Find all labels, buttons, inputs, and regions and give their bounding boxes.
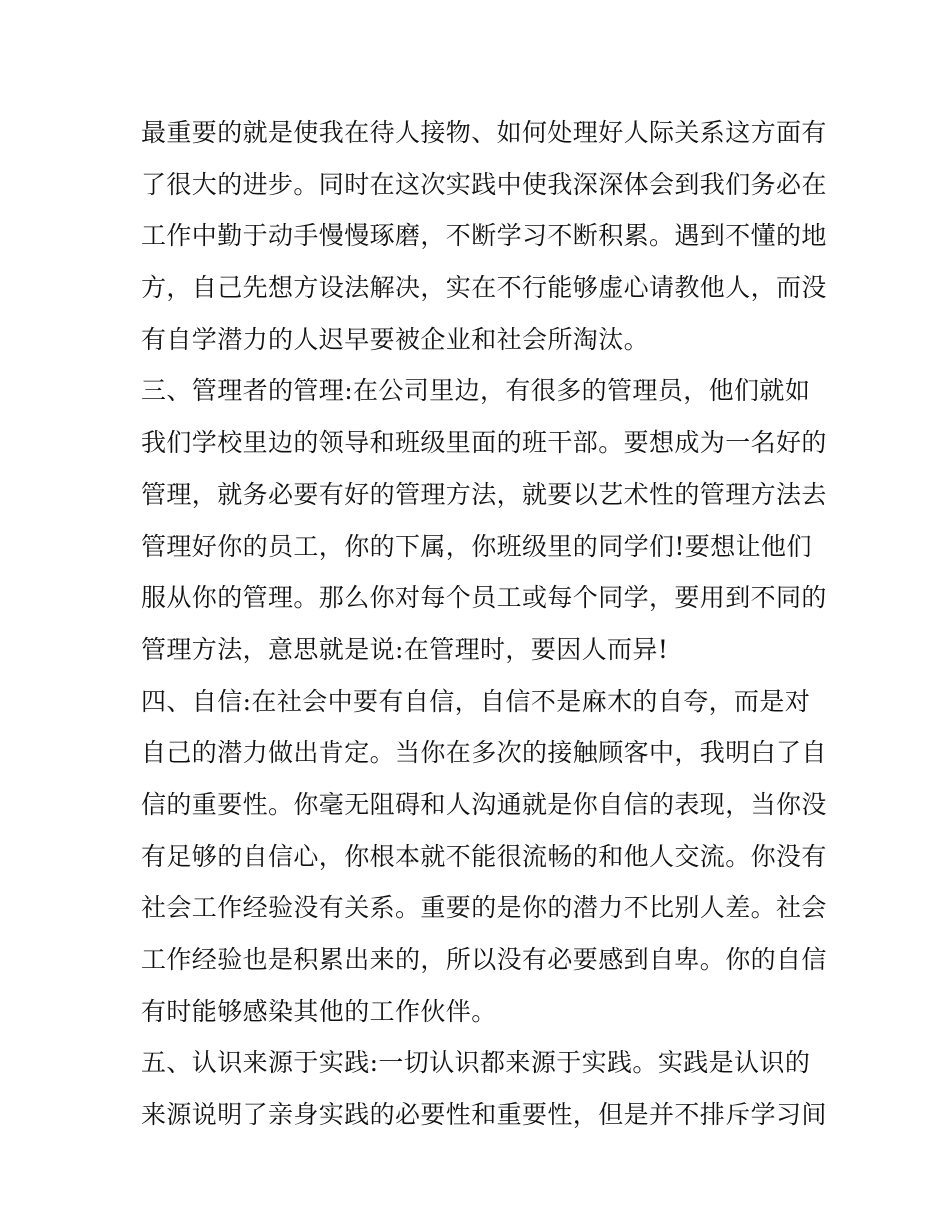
text-line: 工作经验也是积累出来的，所以没有必要感到自卑。你的自信	[141, 945, 827, 974]
text-line: 方，自己先想方设法解决，实在不行能够虚心请教他人，而没	[141, 273, 827, 303]
text-line: 我们学校里边的领导和班级里面的班干部。要想成为一名好的	[141, 428, 827, 458]
text-line: 管理方法，意思就是说:在管理时，要因人而异!	[141, 634, 669, 664]
section-heading-line: 三、管理者的管理:在公司里边，有很多的管理员，他们就如	[141, 376, 811, 406]
text-line: 管理好你的员工，你的下属，你班级里的同学们!要想让他们	[141, 531, 812, 561]
section-heading-line: 五、认识来源于实践:一切认识都来源于实践。实践是认识的	[141, 1048, 811, 1078]
text-line: 有足够的自信心，你根本就不能很流畅的和他人交流。你没有	[141, 841, 827, 871]
document-body	[141, 107, 827, 1141]
text-line: 工作中勤于动手慢慢琢磨，不断学习不断积累。遇到不懂的地	[141, 221, 827, 251]
text-line: 有自学潜力的人迟早要被企业和社会所淘汰。	[141, 324, 650, 354]
text-line: 自己的潜力做出肯定。当你在多次的接触顾客中，我明白了自	[141, 738, 827, 768]
text-line: 服从你的管理。那么你对每个员工或每个同学，要用到不同的	[141, 583, 827, 613]
text-line: 了很大的进步。同时在这次实践中使我深深体会到我们务必在	[141, 169, 827, 199]
section-heading-line: 四、自信:在社会中要有自信，自信不是麻木的自夸，而是对	[141, 686, 811, 716]
text-line: 有时能够感染其他的工作伙伴。	[141, 996, 497, 1026]
text-line: 来源说明了亲身实践的必要性和重要性，但是并不排斥学习间	[141, 1100, 827, 1130]
text-line: 管理，就务必要有好的管理方法，就要以艺术性的管理方法去	[141, 479, 827, 509]
text-line: 社会工作经验没有关系。重要的是你的潜力不比别人差。社会	[141, 893, 827, 923]
text-line: 信的重要性。你毫无阻碍和人沟通就是你自信的表现，当你没	[141, 789, 827, 819]
text-line: 最重要的就是使我在待人接物、如何处理好人际关系这方面有	[141, 118, 827, 147]
